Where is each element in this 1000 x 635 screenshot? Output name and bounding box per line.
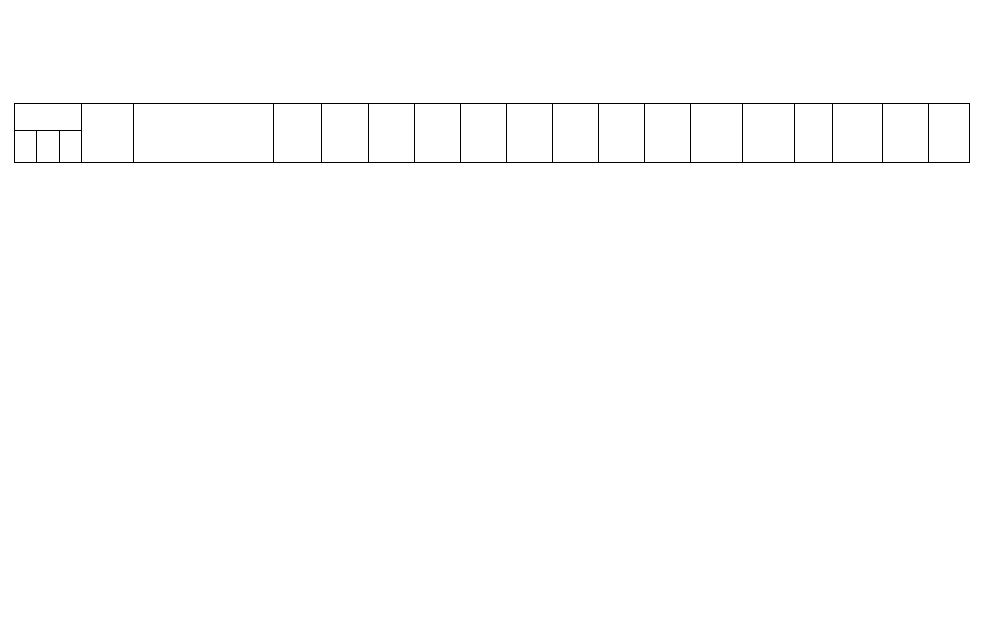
budget-table xyxy=(14,103,970,163)
col-header xyxy=(743,104,795,163)
col-header xyxy=(507,104,553,163)
col-header xyxy=(795,104,833,163)
col-header xyxy=(322,104,369,163)
xiang-header xyxy=(60,131,82,163)
lei-header xyxy=(15,131,37,163)
unit-code-header xyxy=(82,104,134,163)
col-header xyxy=(691,104,743,163)
kuan-header xyxy=(37,131,60,163)
col-header xyxy=(645,104,691,163)
col-header xyxy=(833,104,883,163)
func-subject-header xyxy=(15,104,82,131)
total-header xyxy=(274,104,322,163)
col-header xyxy=(599,104,645,163)
col-header xyxy=(553,104,599,163)
col-header xyxy=(883,104,929,163)
unit-name-header xyxy=(134,104,274,163)
col-header xyxy=(369,104,415,163)
col-header xyxy=(461,104,507,163)
col-header xyxy=(415,104,461,163)
col-header xyxy=(929,104,970,163)
